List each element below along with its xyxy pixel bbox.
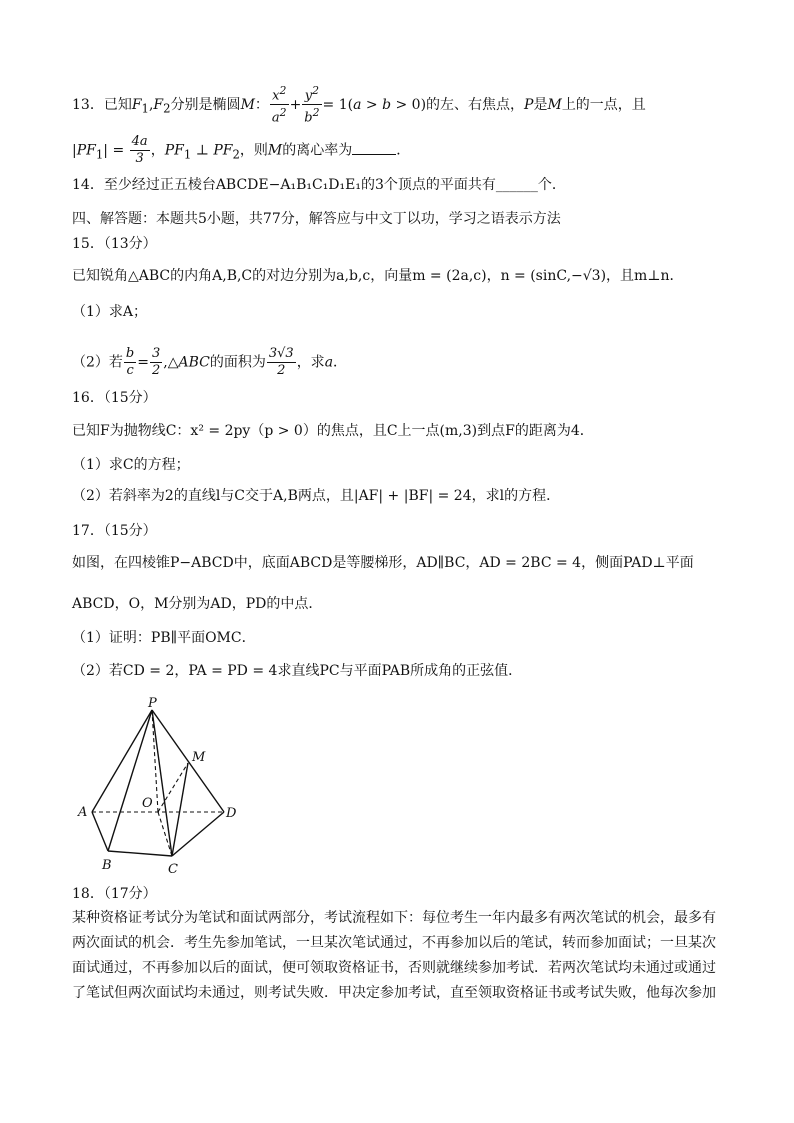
q17-stem-line2: ABCD，O，M分别为AD，PD的中点． bbox=[72, 596, 323, 612]
edge-PC bbox=[152, 710, 172, 856]
q16-part2: （2）若斜率为2的直线l与C交于A,B两点，且|AF| + |BF| = 24，求l的方程． bbox=[72, 488, 561, 504]
label-A: A bbox=[78, 805, 88, 820]
section-heading: 四、解答题：本题共5小题，共77分，解答应与中文丁以功，学习之语表示方法 bbox=[72, 211, 561, 227]
label-D: D bbox=[226, 806, 237, 821]
q13-line2: $|PF_1|$ = $\frac{4a}{3}$ ，$PF_1$ ⊥ $PF_2$，则M的离心率为 ． bbox=[72, 134, 411, 166]
label-P: P bbox=[148, 696, 157, 711]
q18-paragraph: 某种资格证考试分为笔试和面试两部分，考试流程如下：每位考生一年内最多有两次笔试的机会，最多有两次面试的机会．考生先参加笔试，一旦某次笔试通过，不再参加以后的笔试，转而参加面试；一旦某次面试通过，不再参加以后的面试，便可领取资格证书，否则就继续参加考试．若两次笔试均未通过或通过了笔试但两次面试均未通过，则考试失败．甲决定参加考试，直至领取资格证书或考试失败，他每次参加 bbox=[72, 910, 716, 1001]
q16-heading: 16．（15分） bbox=[72, 390, 157, 406]
pyramid-figure bbox=[72, 695, 262, 880]
edge-CD bbox=[172, 812, 224, 856]
q17-part2: （2）若CD = 2，PA = PD = 4求直线PC与平面PAB所成角的正弦值． bbox=[72, 663, 523, 679]
label-B: B bbox=[102, 858, 112, 873]
q18-heading: 18．（17分） bbox=[72, 886, 157, 902]
q15-part1: （1）求A； bbox=[72, 304, 148, 320]
label-M: M bbox=[192, 750, 206, 765]
edge-CM bbox=[172, 763, 188, 856]
q17-stem-line1: 如图，在四棱锥P−ABCD中，底面ABCD是等腰梯形，AD∥BC，AD = 2BC = 4，侧面PAD⊥平面 bbox=[72, 555, 694, 571]
edge-PB bbox=[108, 710, 152, 851]
edge-BC bbox=[108, 851, 172, 856]
edge-PD bbox=[152, 710, 224, 812]
q13-line1: 13．已知$F_1,F_2$分别是椭圆M： $\frac{x^2}{a^2}$ + $\frac{y^2}{b^2}$ = 1(a > b > 0)的左、右焦点，P是M上的一点，且 bbox=[72, 84, 646, 126]
q16-part1: （1）求C的方程； bbox=[72, 457, 190, 473]
edge-PO-hidden bbox=[152, 710, 158, 812]
q15-part2: （2）若 $\frac{b}{c}$ = $\frac{3}{2}$ ,△ABC的面积为 $\frac{3√3}{2}$ ，求a． bbox=[72, 346, 348, 378]
edge-AB bbox=[92, 812, 108, 851]
q16-stem: 已知F为抛物线C：x² = 2py（p > 0）的焦点，且C上一点(m,3)到点F的距离为4． bbox=[72, 423, 594, 439]
q17-part1: （1）证明：PB∥平面OMC． bbox=[72, 630, 256, 646]
q15-heading: 15．（13分） bbox=[72, 236, 157, 252]
edge-OC-hidden bbox=[158, 812, 172, 856]
label-C: C bbox=[168, 862, 178, 877]
q14-text: 14．至少经过正五棱台ABCDE−A₁B₁C₁D₁E₁的3个顶点的平面共有______个． bbox=[72, 177, 566, 193]
label-O: O bbox=[142, 796, 153, 811]
q17-heading: 17．（15分） bbox=[72, 523, 157, 539]
q15-stem: 已知锐角△ABC的内角A,B,C的对边分别为a,b,c，向量m = (2a,c)，n = (sinC,−√3)，且m⊥n． bbox=[72, 268, 684, 284]
